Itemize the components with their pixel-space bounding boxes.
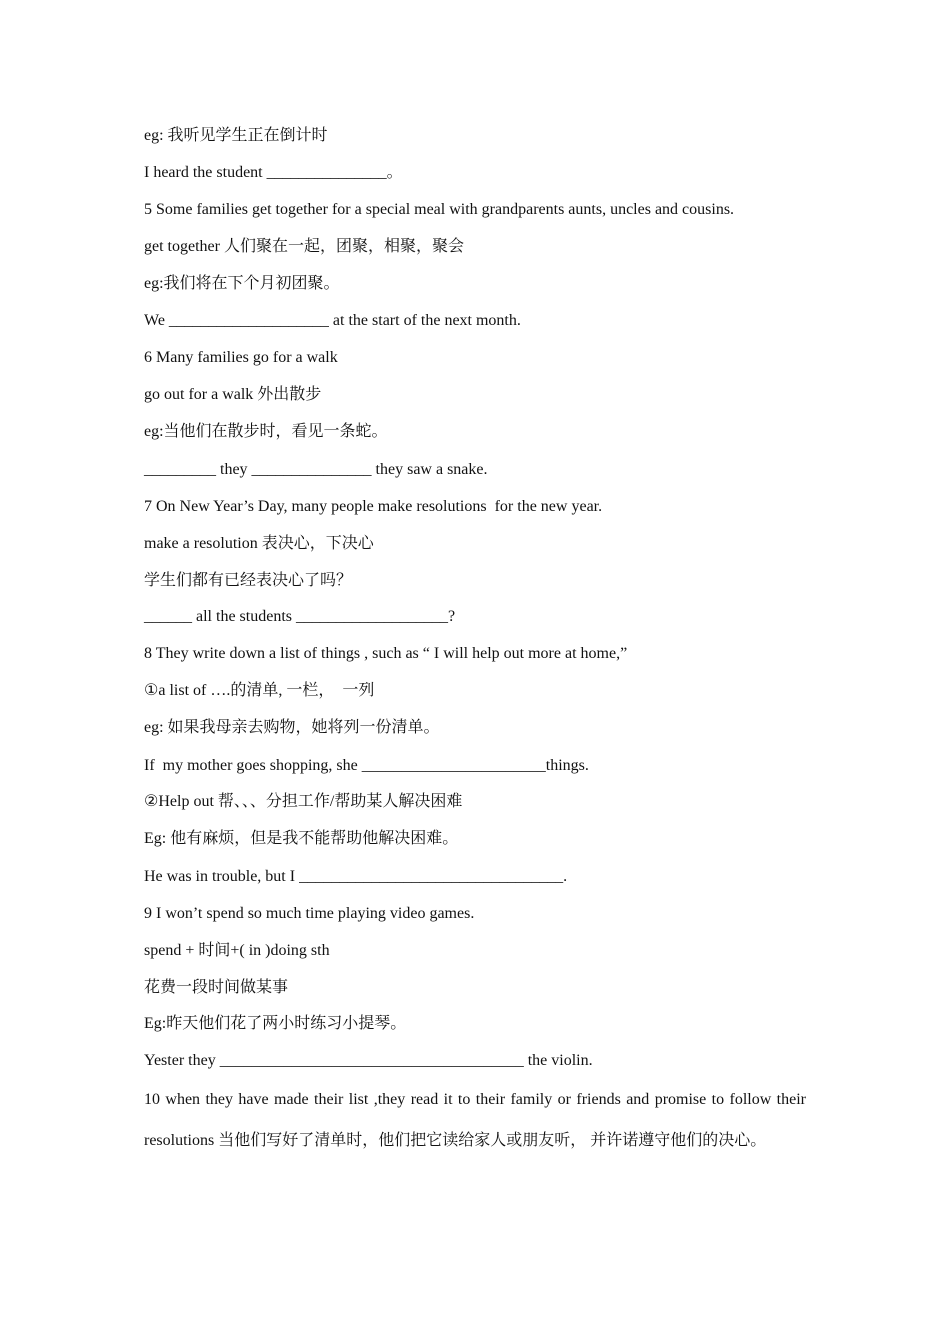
point-heading: 8 They write down a list of things , such as “ I will help out more at home,” xyxy=(144,645,628,662)
point-heading: 7 On New Year’s Day, many people make resolutions for the new year. xyxy=(144,498,603,515)
exercise-line: ______ all the students ___________________? xyxy=(144,608,456,625)
example-line: eg:当他们在散步时，看见一条蛇。 xyxy=(144,423,388,440)
exercise-line: If my mother goes shopping, she _______________________things. xyxy=(144,757,589,774)
exercise-line: _________ they _______________ they saw a snake. xyxy=(144,461,488,478)
phrase-definition: ①a list of ….的清单, 一栏， 一列 xyxy=(144,682,375,699)
point-heading: 6 Many families go for a walk xyxy=(144,349,338,366)
exercise-line: He was in trouble, but I _________________________________. xyxy=(144,868,568,885)
phrase-definition: make a resolution 表决心，下决心 xyxy=(144,535,374,552)
phrase-definition: ②Help out 帮、、、分担工作/帮助某人解决困难 xyxy=(144,793,463,810)
exercise-line: I heard the student _______________。 xyxy=(144,164,403,181)
example-line: eg: 我听见学生正在倒计时 xyxy=(144,127,328,144)
point-heading: 5 Some families get together for a special meal with grandparents aunts, uncles and cousins. xyxy=(144,201,735,218)
example-line: 学生们都有已经表决心了吗？ xyxy=(144,572,353,589)
phrase-definition: go out for a walk 外出散步 xyxy=(144,386,322,403)
final-paragraph: 10 when they have made their list ,they read it to their family or friends and promise to follow their resolutions 当他们写好了清单时，他们把它读给家人或朋友听， 并许诺遵守他们的决心。 xyxy=(144,1091,806,1149)
example-line: eg:我们将在下个月初团聚。 xyxy=(144,275,340,292)
example-line: Eg:昨天他们花了两小时练习小提琴。 xyxy=(144,1015,407,1032)
point-heading: 9 I won’t spend so much time playing video games. xyxy=(144,905,475,922)
phrase-definition: 花费一段时间做某事 xyxy=(144,979,289,996)
phrase-definition: get together 人们聚在一起，团聚，相聚，聚会 xyxy=(144,238,464,255)
exercise-line: Yester they ______________________________________ the violin. xyxy=(144,1052,593,1069)
example-line: eg: 如果我母亲去购物，她将列一份清单。 xyxy=(144,719,440,736)
exercise-line: We ____________________ at the start of the next month. xyxy=(144,312,521,329)
example-line: Eg: 他有麻烦，但是我不能帮助他解决困难。 xyxy=(144,830,459,847)
phrase-definition: spend + 时间+( in )doing sth xyxy=(144,942,330,959)
